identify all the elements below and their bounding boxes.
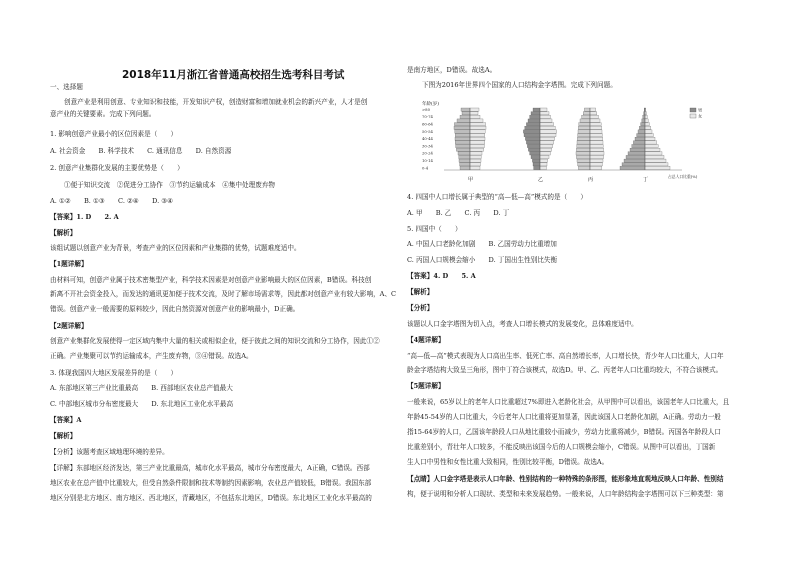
pyramid-bar-male (578, 134, 590, 137)
legend-label: 男 (698, 107, 703, 113)
pyramid-bar-male (576, 152, 590, 155)
pyramid-bar-female (540, 112, 549, 115)
pyramid-bar-female (590, 115, 598, 118)
question-3-options: C. 中部地区城市分布密度最大 D. 东北地区工业化水平最高 (50, 400, 234, 408)
question-2-options: A. ①② B. ①③ C. ②④ D. ③④ (50, 197, 174, 205)
pyramid-bar-female (470, 115, 480, 118)
pyramid-bar-female (470, 119, 483, 122)
answer-label: 【答案】A (50, 416, 82, 424)
pyramid-bar-male (454, 123, 470, 126)
pyramid-bar-male (460, 115, 470, 118)
age-tick-label: >80 (422, 106, 431, 112)
y-axis-label: 年龄(岁) (422, 102, 440, 107)
pyramid-bar-male (455, 137, 470, 140)
answer-label: 【答案】1. D 2. A (50, 213, 119, 221)
age-tick-label: 70-74 (422, 114, 433, 120)
pyramid-bar-female (470, 148, 484, 151)
pyramid-bar-male (525, 137, 540, 140)
age-tick-label: 40-44 (422, 136, 433, 142)
answer-label: 【答案】4. D 5. A (407, 272, 476, 280)
pyramid-bar-female (540, 141, 554, 144)
pyramid-bar-male (633, 141, 645, 144)
pyramid-bar-male (577, 144, 590, 147)
pyramid-bar-male (578, 166, 590, 169)
pyramid-bar-female (590, 155, 604, 158)
pyramid-bar-female (645, 123, 649, 126)
question-1-options: A. 社会资金 B. 科学技术 C. 通讯信息 D. 自然资源 (50, 147, 232, 155)
text-line: 生人口中男性和女性比重大致相同，性别比较平衡，D错误。故选A。 (407, 458, 609, 466)
pyramid-bar-female (470, 141, 485, 144)
pyramid-bar-male (578, 163, 590, 166)
pyramid-bar-female (540, 126, 555, 129)
country-label: 丙 (588, 177, 594, 183)
pyramid-bar-female (540, 144, 553, 147)
pyramid-bar-female (540, 115, 550, 118)
question-3: 3. 体现我国四大地区发展差异的是（ ） (50, 369, 178, 377)
pyramid-bar-female (470, 166, 480, 169)
pyramid-bar-female (470, 112, 478, 115)
pyramid-bar-male (531, 112, 540, 115)
pyramid-bar-female (540, 163, 547, 166)
pyramid-bar-female (645, 166, 670, 169)
age-tick-label: 60-64 (422, 121, 433, 127)
pyramid-bar-female (540, 159, 548, 162)
text-line: 地区农业在总产值中比重较大，但受自然条件限制和技术等制约因素影响，农业总产值较低，B错误。我国东部 (50, 479, 372, 487)
pyramid-bar-male (578, 126, 590, 129)
pyramid-bar-male (455, 134, 470, 137)
pyramid-bar-male (644, 112, 645, 115)
pyramid-bar-male (455, 141, 470, 144)
question-5-options: C. 丙国人口规模会缩小 D. 丁国出生性别比失衡 (407, 256, 558, 264)
pyramid-bar-male (526, 141, 540, 144)
pyramid-bar-male (576, 148, 590, 151)
text-line: 创意产业集群化发展使得一定区域内集中大量的相关或相似企业，便于彼此之间的知识交流和分工协作，因此①② (50, 337, 380, 345)
pyramid-bar-female (645, 130, 652, 133)
pyramid-bar-male (457, 119, 470, 122)
pyramid-bar-male (460, 166, 470, 169)
pyramid-bar-male (576, 155, 590, 158)
pyramid-bar-female (540, 123, 554, 126)
pyramid-bar-female (645, 112, 646, 115)
text-line: 年龄45-54岁的人口比重大，今后老年人口比重将更加显著，因此该国人口老龄化加剧，A正确。劳动力一般 (407, 413, 721, 421)
question-1: 1. 影响创意产业最小的区位因素是（ ） (50, 130, 178, 138)
detail-label: 【1题详解】 (50, 260, 88, 268)
pyramid-bar-female (645, 126, 651, 129)
question-5-options: A. 中国人口老龄化加剧 B. 乙国劳动力比重增加 (407, 240, 557, 248)
question-4: 4. 四国中人口增长属于典型的“高—低—高”模式的是（ ） (407, 193, 587, 201)
pyramid-bar-male (531, 155, 540, 158)
pyramid-bar-female (470, 137, 485, 140)
text-line: 一般来说，65岁以上的老年人口比重超过7%即进入老龄化社会，从甲图中可以看出，该国老年人口比重大，且 (407, 398, 730, 406)
question-3-options: A. 东部地区第三产业比重最高 B. 西部地区农业总产值最大 (50, 384, 233, 392)
pyramid-bar-male (530, 115, 540, 118)
pyramid-bar-female (540, 130, 557, 133)
pyramid-bar-male (530, 152, 540, 155)
pyramid-bar-female (590, 166, 602, 169)
detail-label: 【2题详解】 (50, 322, 88, 330)
pyramid-bar-male (643, 115, 645, 118)
pyramid-bar-female (470, 152, 482, 155)
country-label: 乙 (538, 177, 544, 183)
detail-label: 【4题详解】 (407, 336, 445, 344)
pyramid-bar-male (456, 144, 470, 147)
analysis-label: 【解析】 (407, 288, 434, 296)
pyramid-bar-female (590, 112, 597, 115)
analysis-label: 【解析】 (50, 432, 77, 440)
pyramid-bar-female (590, 134, 602, 137)
pyramid-bar-female (470, 155, 481, 158)
text-line: “高—低—高”模式表现为人口高出生率、低死亡率、高自然增长率，人口增长快，青少年人口比重大，人口年 (407, 352, 724, 360)
pyramid-bar-female (470, 163, 480, 166)
pyramid-bar-female (590, 126, 602, 129)
pyramid-bar-female (645, 137, 655, 140)
pyramid-bar-male (635, 137, 645, 140)
pyramid-bar-male (578, 130, 590, 133)
pyramid-bar-male (460, 163, 470, 166)
pyramid-bar-female (590, 123, 601, 126)
pyramid-bar-female (645, 141, 657, 144)
pyramid-bar-male (528, 148, 540, 151)
pyramid-bar-female (590, 163, 602, 166)
pyramid-bar-female (470, 123, 486, 126)
pyramid-bar-male (456, 148, 470, 151)
pyramid-bar-female (645, 148, 660, 151)
pyramid-bar-male (639, 126, 645, 129)
pyramid-bar-male (638, 130, 645, 133)
pyramid-bar-male (642, 119, 645, 122)
pyramid-bar-male (532, 159, 540, 162)
pyramid-bar-male (462, 112, 470, 115)
age-tick-label: 0-4 (422, 165, 429, 171)
pyramid-bar-male (525, 126, 540, 129)
pyramid-bar-male (628, 152, 645, 155)
age-tick-label: 30-34 (422, 143, 433, 149)
pyramid-bar-female (590, 119, 600, 122)
pyramid-bar-female (645, 155, 664, 158)
pyramid-bar-male (582, 115, 590, 118)
pyramid-bar-male (580, 119, 590, 122)
pyramid-bar-male (583, 112, 590, 115)
pyramid-bar-male (455, 130, 470, 133)
section-heading: 一、选择题 (50, 83, 83, 91)
analysis-label: 【分析】 (407, 304, 434, 312)
pyramid-bar-male (527, 144, 540, 147)
age-tick-label: 50-54 (422, 128, 433, 134)
pyramid-bar-male (584, 108, 590, 111)
legend-label: 女 (698, 113, 703, 119)
pyramid-bar-female (540, 108, 547, 111)
pyramid-bar-male (637, 134, 645, 137)
pyramid-bar-male (577, 141, 590, 144)
text-line: 构，便于说明和分析人口现状、类型和未来发展趋势。一般来说，人口年龄结构金字塔图可以下三种类型：第 (407, 490, 724, 498)
pyramid-bar-female (645, 152, 662, 155)
text-line: 【详解】东部地区经济发达，第三产业比重最高，城市化水平最高，城市分布密度最大，A正确，C错误。西部 (50, 464, 370, 472)
pyramid-bar-female (470, 126, 486, 129)
pyramid-bar-female (590, 159, 603, 162)
pyramid-bar-female (645, 119, 648, 122)
country-label: 甲 (468, 177, 474, 183)
pyramid-bar-male (458, 152, 470, 155)
pyramid-bar-male (622, 163, 645, 166)
question-5: 5. 四国中（ ） (407, 225, 462, 233)
pyramid-bar-female (590, 152, 604, 155)
text-line: 错误。创意产业一般需要的原料较少，因此自然资源对创意产业的影响最小，D正确。 (50, 305, 300, 313)
pyramid-bar-male (630, 148, 645, 151)
text-line: 比重差别小，青壮年人口较多，不能反映出该国今后的人口规模会缩小，C错误。从图中可以看出，丁国新 (407, 443, 716, 451)
legend-swatch (690, 108, 696, 112)
question-2: 2. 创意产业集群化发展的主要优势是（ ） (50, 164, 184, 172)
pyramid-bar-male (454, 126, 470, 129)
question-2-statements: ①便于知识交流 ②促进分工协作 ③节约运输成本 ④集中处理废弃物 (64, 181, 275, 189)
pyramid-bar-female (590, 144, 603, 147)
pyramid-bar-female (645, 159, 666, 162)
pyramid-bar-male (534, 166, 540, 169)
age-tick-label: 20-24 (422, 150, 433, 156)
pyramid-bar-female (645, 163, 668, 166)
question-4-options: A. 甲 B. 乙 C. 丙 D. 丁 (407, 209, 510, 217)
pyramid-bar-female (540, 155, 549, 158)
pyramid-bar-female (540, 148, 552, 151)
pyramid-bar-male (579, 123, 590, 126)
pyramid-bar-female (470, 108, 479, 111)
pyramid-bar-female (540, 152, 550, 155)
pyramid-bar-male (626, 155, 645, 158)
analysis-label: 【解析】 (50, 229, 77, 237)
page-title: 2018年11月浙江省普通高校招生选考科目考试 (122, 69, 345, 81)
pyramid-bar-male (533, 163, 540, 166)
pyramid-bar-male (459, 155, 470, 158)
pyramid-bar-male (632, 144, 645, 147)
pyramid-bar-female (645, 144, 658, 147)
pyramid-bar-male (523, 130, 540, 133)
pyramid-bar-female (470, 144, 484, 147)
pyramid-bar-female (470, 159, 481, 162)
country-label: 丁 (643, 177, 649, 183)
pyramid-bar-female (540, 166, 546, 169)
pyramid-bar-male (577, 159, 590, 162)
age-tick-label: 10-14 (422, 157, 433, 163)
x-axis-label: 占总人口比重(%) (668, 174, 698, 179)
text-line: 【分析】该题考查区域地理环境的差异。 (50, 448, 169, 456)
text-line: 该题以人口金字塔图为切入点，考查人口增长模式的发展变化，总体难度适中。 (407, 320, 638, 328)
pyramid-bar-female (470, 134, 485, 137)
key-point-text: 【点睛】人口金字塔是表示人口年龄、性别结构的一种特殊的条形图，能形象地直观地反映人口年龄、性别结 (407, 475, 724, 483)
text-line: 新离不开社会资金投入，而发达的通讯更加便于技术交流，及时了解市场需求等，因此都对创意产业有较大影响，A、C (50, 290, 397, 298)
pyramid-bar-male (533, 108, 540, 111)
pyramid-bar-male (524, 134, 540, 137)
population-pyramid-chart (420, 100, 720, 185)
pyramid-bar-female (590, 130, 602, 133)
pyramid-bar-female (590, 137, 603, 140)
pyramid-bar-male (577, 137, 590, 140)
text-line: 意产业的关键要素。完成下列问题。 (50, 110, 156, 118)
pyramid-bar-male (526, 123, 540, 126)
pyramid-bar-female (590, 108, 596, 111)
legend-swatch (690, 114, 696, 118)
text-line: 由材料可知，创意产业属于技术密集型产业，科学技术因素是对创意产业影响最大的区位因素，B错误。科技创 (50, 276, 372, 284)
text-line: 正确。产业集聚可以节约运输成本，产生废弃物，③④错误。故选A。 (50, 352, 253, 360)
pyramid-bar-male (624, 159, 645, 162)
pyramid-bar-male (528, 119, 540, 122)
text-line: 指15-64岁的人口，乙国该年龄段人口从地比重较小而减少，劳动力比重将减少，B错误。丙国各年龄段人口 (407, 428, 721, 436)
text-line: 是南方地区，D错误。故选A。 (407, 66, 497, 74)
text-line: 龄金字塔结构大致呈三角形，图中丁符合该模式，故选D。甲、乙、丙老年人口比重均较大，不符合该模式。 (407, 366, 723, 374)
pyramid-bar-female (590, 148, 604, 151)
detail-label: 【5题详解】 (407, 382, 445, 390)
text-line: 创意产业是利用创意、专业知识和技能，开发知识产权，创造财富和增加就业机会的新兴产业，人才是创 (64, 98, 368, 106)
pyramid-bar-female (540, 137, 555, 140)
text-line: 地区分别是北方地区、南方地区、西北地区，青藏地区，不包括东北地区，D错误。东北地区工业化水平最高的 (50, 494, 372, 502)
pyramid-bar-female (590, 141, 603, 144)
pyramid-bar-female (470, 130, 485, 133)
pyramid-bar-female (540, 134, 556, 137)
pyramid-bar-male (620, 166, 645, 169)
text-line: 该组试题以创意产业为背景，考查产业的区位因素和产业集群的优势，试题难度适中。 (50, 244, 301, 252)
pyramid-bar-female (540, 119, 552, 122)
pyramid-bar-female (645, 115, 647, 118)
pyramid-bar-male (641, 123, 645, 126)
pyramid-bar-male (459, 159, 470, 162)
text-line: 下图为2016年世界四个国家的人口结构金字塔图。完成下列问题。 (422, 81, 617, 89)
pyramid-bar-male (461, 108, 470, 111)
pyramid-bar-female (645, 134, 653, 137)
